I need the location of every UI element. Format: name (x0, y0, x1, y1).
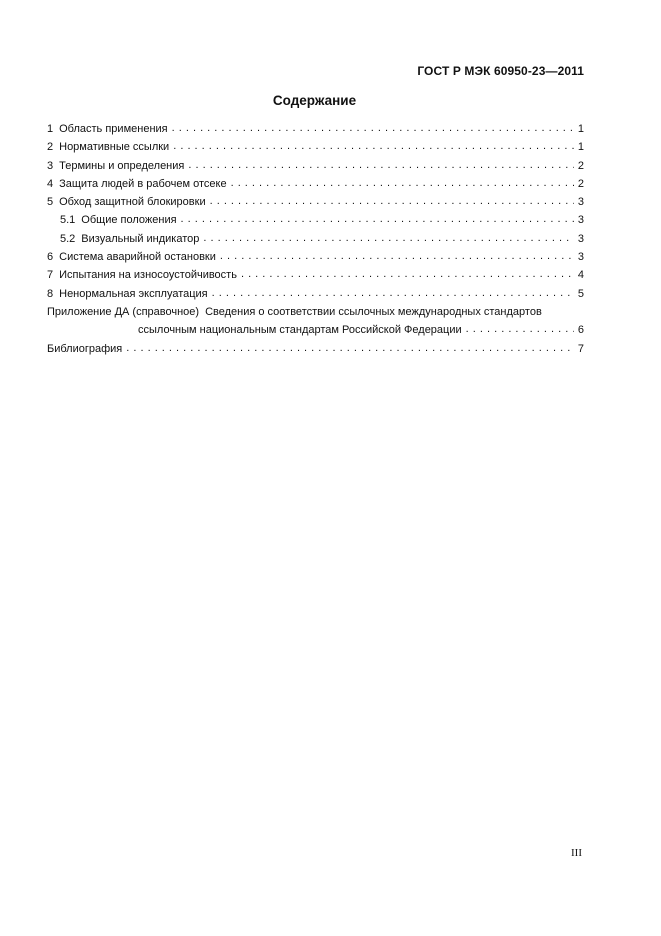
dot-leader (203, 229, 573, 247)
dot-leader (220, 247, 574, 265)
dot-leader (212, 284, 574, 302)
dot-leader (181, 210, 574, 228)
dot-leader (231, 174, 574, 192)
toc-entry-number: 5 (47, 196, 54, 209)
toc-entry-number: 3 (47, 159, 54, 172)
toc-entry-page: 6 (577, 324, 584, 337)
toc-entry-5-2[interactable] (47, 230, 584, 248)
toc-entry-1[interactable] (47, 120, 584, 138)
toc-entry-4[interactable] (47, 175, 584, 193)
toc-entry-page: 3 (577, 232, 584, 245)
page-number: III (571, 847, 582, 859)
toc-entry-number: 5.2 (60, 232, 76, 245)
toc-entry-page: 5 (577, 287, 584, 300)
toc-annex-da[interactable] (47, 303, 584, 321)
toc-title: Содержание (272, 93, 357, 108)
toc-entry-5[interactable] (47, 193, 584, 211)
toc-bibliography[interactable] (47, 340, 584, 358)
toc-entry-title: Испытания на износоустойчивость (59, 269, 237, 282)
toc-entry-title: Защита людей в рабочем отсеке (59, 177, 227, 190)
table-of-contents (47, 120, 584, 358)
toc-entry-number: 2 (47, 141, 54, 154)
toc-entry-title: Ненормальная эксплуатация (59, 287, 208, 300)
toc-entry-3[interactable] (47, 157, 584, 175)
dot-leader (188, 156, 574, 174)
toc-entry-title: Библиография (47, 342, 123, 355)
toc-entry-page: 3 (577, 214, 584, 227)
toc-entry-number: 6 (47, 251, 54, 264)
toc-entry-8[interactable] (47, 285, 584, 303)
annex-label: Приложение ДА (справочное) (47, 305, 200, 318)
toc-entry-7[interactable] (47, 266, 584, 284)
toc-entry-title: Визуальный индикатор (81, 232, 200, 245)
toc-entry-title: Система аварийной остановки (59, 251, 216, 264)
dot-leader (126, 339, 574, 357)
toc-entry-page: 3 (577, 251, 584, 264)
toc-entry-2[interactable] (47, 138, 584, 156)
dot-leader (210, 192, 574, 210)
toc-entry-page: 2 (577, 159, 584, 172)
dot-leader (173, 137, 574, 155)
toc-entry-title: Область применения (59, 123, 168, 135)
toc-entry-title: Обход защитной блокировки (59, 196, 206, 209)
toc-entry-number: 8 (47, 287, 54, 300)
toc-entry-page: 1 (577, 123, 584, 135)
annex-title-line2: ссылочным национальным стандартам Российской Федерации (138, 324, 462, 337)
dot-leader (466, 320, 574, 338)
toc-entry-6[interactable] (47, 248, 584, 266)
toc-entry-page: 2 (577, 177, 584, 190)
toc-entry-title: Нормативные ссылки (59, 141, 170, 154)
annex-title-line1: Сведения о соответствии ссылочных международных стандартов (205, 305, 542, 318)
toc-entry-page: 3 (577, 196, 584, 209)
toc-entry-number: 5.1 (60, 214, 76, 227)
toc-entry-title: Термины и определения (59, 159, 185, 172)
document-code: ГОСТ Р МЭК 60950-23—2011 (417, 64, 584, 78)
toc-entry-title: Общие положения (81, 214, 177, 227)
toc-entry-page: 4 (577, 269, 584, 282)
toc-entry-page: 7 (577, 342, 584, 355)
toc-entry-page: 1 (577, 141, 584, 154)
dot-leader (172, 119, 574, 137)
toc-annex-da-continuation[interactable] (47, 321, 584, 339)
dot-leader (241, 265, 574, 283)
toc-entry-number: 4 (47, 177, 54, 190)
toc-entry-5-1[interactable] (47, 211, 584, 229)
toc-entry-number: 1 (47, 123, 54, 135)
toc-entry-number: 7 (47, 269, 54, 282)
